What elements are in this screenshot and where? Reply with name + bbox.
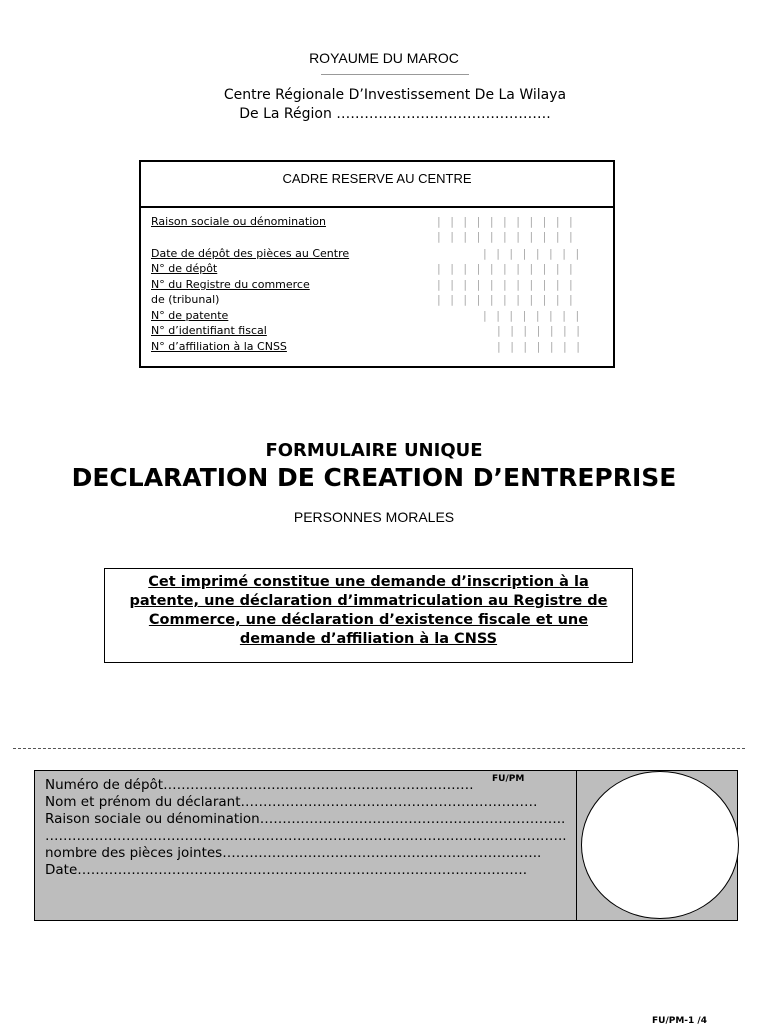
reserved-frame-header [141,162,613,208]
page-reference: FU/PM-1 /4 [652,1016,707,1026]
entry-boxes: ||||||||||| [437,293,583,306]
receipt-code: FU/PM [492,774,525,784]
stamp-circle [581,771,739,919]
entry-boxes: ||||||||||| [437,278,583,291]
reserved-frame [139,160,615,368]
form-title: FORMULAIRE UNIQUE [265,440,483,461]
centre-name-line1: Centre Régionale D’Investissement De La Wilaya [223,87,567,103]
field-label-date-depot: Date de dépôt des pièces au Centre [151,247,350,260]
entry-boxes: ||||||| [497,340,590,353]
form-main-title: DECLARATION DE CREATION D’ENTREPRISE [71,463,677,492]
field-label-raison-sociale: Raison sociale ou dénomination [151,215,326,228]
field-label-tribunal: de (tribunal) [151,293,220,306]
cut-line [13,748,745,749]
receipt-line-declarant: Nom et prénom du déclarant………………………………………………………… [45,794,538,810]
receipt-line-continuation: …………………………………………………………………………………………………….. [45,828,567,844]
entry-boxes: |||||||| [483,309,589,322]
field-label-patente: N° de patente [151,309,229,322]
form-subtitle: PERSONNES MORALES [293,509,455,525]
field-label-cnss: N° d’affiliation à la CNSS [151,340,287,353]
entry-boxes: ||||||||||| [437,215,583,228]
field-label-numero-depot: N° de dépôt [151,262,218,275]
field-label-identifiant-fiscal: N° d’identifiant fiscal [151,324,267,337]
receipt-line-numero-depot: Numéro de dépôt…………………………………………………………… [45,777,474,793]
entry-boxes: |||||||| [483,247,589,260]
receipt-line-pieces-jointes: nombre des pièces jointes…………………………………………………………….. [45,845,542,861]
stamp-area [578,771,738,920]
entry-boxes: ||||||||||| [437,230,583,243]
entry-boxes: ||||||| [497,324,590,337]
heading-divider [321,74,469,75]
kingdom-heading: ROYAUME DU MAROC [309,50,459,66]
notice-box [104,568,633,663]
receipt-fields [35,771,577,920]
field-label-registre-commerce: N° du Registre du commerce [151,278,310,291]
receipt-line-raison-sociale: Raison sociale ou dénomination………………………………………………………….. [45,811,566,827]
receipt-slip [34,770,738,921]
centre-name-line2: De La Région ………………………………………. [239,106,551,122]
receipt-line-date: Date………………………………………………………………………………………. [45,862,528,878]
entry-boxes: ||||||||||| [437,262,583,275]
reserved-frame-title: CADRE RESERVE AU CENTRE [282,171,472,186]
notice-text: Cet imprimé constitue une demande d’inscription à la patente, une déclaration d’immatriculation au Registre de Commerce, une déclaration d’existence fiscale et une demande d’affiliation à la CNSS [129,574,608,647]
